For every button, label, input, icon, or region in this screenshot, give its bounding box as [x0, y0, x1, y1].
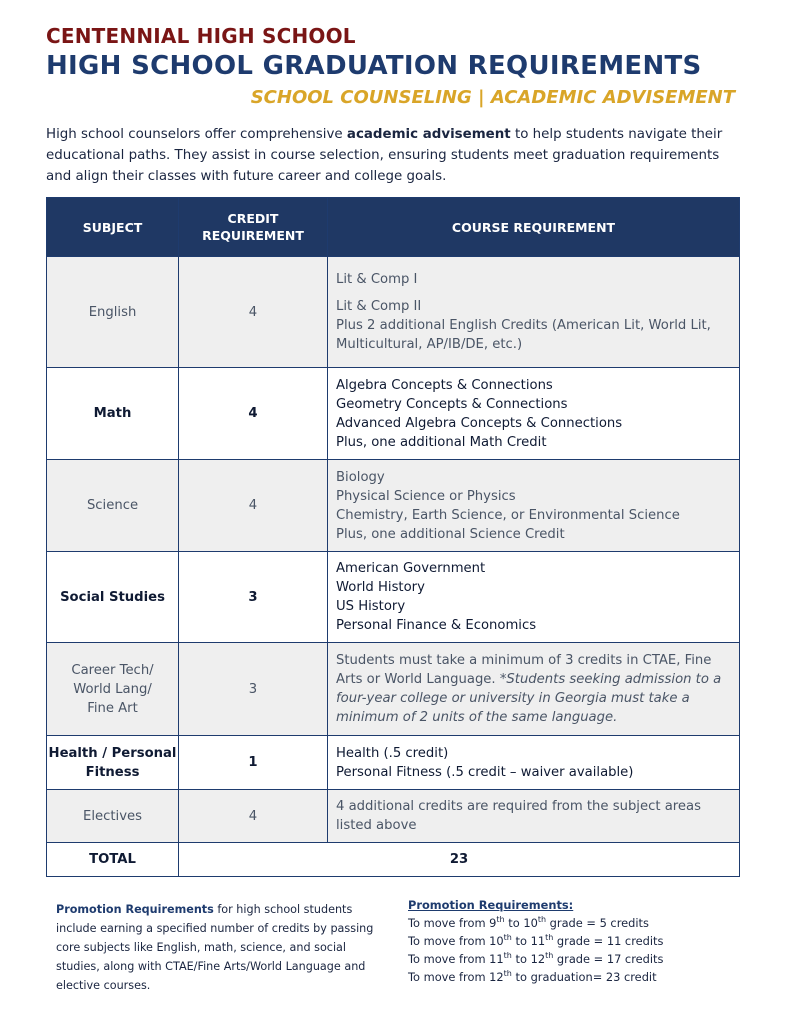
- subject-cell: Science: [47, 460, 179, 552]
- course-cell: [328, 257, 740, 368]
- course-line: 4 additional credits are required from the subject areas listed above: [336, 799, 701, 833]
- course-line: Plus, one additional Math Credit: [336, 434, 547, 450]
- step-text: To move from 10: [408, 934, 504, 948]
- course-cell: [328, 460, 740, 552]
- credit-cell: 4: [179, 790, 328, 843]
- promotion-text: for high school students include earning a specified number of credits by passing core subjects like English, math, science, and social studies, along with CTAE/Fine Arts/World Language and elective courses.: [56, 903, 374, 992]
- table-row-math: [47, 368, 740, 460]
- step-text: to 10: [504, 916, 538, 930]
- subject-cell: Career Tech/ World Lang/ Fine Art: [47, 643, 179, 736]
- course-line: Plus 2 additional English Credits (American Lit, World Lit, Multicultural, AP/IB/DE, etc.): [336, 318, 711, 352]
- course-cell: [328, 643, 740, 736]
- step-sup: th: [496, 915, 505, 925]
- intro-bold: academic advisement: [346, 127, 511, 142]
- course-line: Students must take a minimum of 3 credits in CTAE, Fine Arts or World Language.: [336, 653, 712, 687]
- step-text: To move from 9: [408, 916, 497, 930]
- step-text: grade = 5 credits: [546, 916, 649, 930]
- course-line: Personal Fitness (.5 credit – waiver available): [336, 764, 634, 780]
- course-line: Algebra Concepts & Connections: [336, 377, 553, 393]
- intro-text-end: to help students navigate their educational paths. They assist in course selection, ensuring students meet graduation requirements and align their classes with future career and college goals.: [46, 127, 723, 184]
- promotion-steps: [408, 896, 738, 986]
- step-text: to 11: [511, 934, 546, 948]
- course-cell: [328, 552, 740, 643]
- course-cell: [328, 790, 740, 843]
- header-subject: SUBJECT: [47, 198, 179, 257]
- credit-cell: 4: [179, 368, 328, 460]
- header-course: COURSE REQUIREMENT: [328, 198, 740, 257]
- table-row-science: [47, 460, 740, 552]
- course-line: Geometry Concepts & Connections: [336, 396, 568, 412]
- subject-cell: English: [47, 257, 179, 368]
- credit-cell: 3: [179, 643, 328, 736]
- course-cell: [328, 368, 740, 460]
- intro-paragraph: [46, 124, 746, 187]
- course-line: Health (.5 credit): [336, 745, 449, 761]
- course-line-italic: *Students seeking admission to a four-year college or university in Georgia must take a minimum of 2 units of the same language.: [336, 672, 722, 725]
- table-row-total: [47, 843, 740, 877]
- table-row-electives: [47, 790, 740, 843]
- step-text: grade = 11 credits: [553, 934, 664, 948]
- course-line: Plus, one additional Science Credit: [336, 526, 565, 542]
- header-credit: CREDIT REQUIREMENT: [179, 198, 328, 257]
- course-line: World History: [336, 580, 425, 595]
- subject-cell: Social Studies: [47, 552, 179, 643]
- course-line: Physical Science or Physics: [336, 488, 516, 504]
- course-cell: [328, 736, 740, 790]
- promotion-step: [408, 968, 738, 986]
- promotion-step: [408, 932, 738, 950]
- step-sup: th: [537, 915, 547, 925]
- course-line: US History: [336, 599, 406, 614]
- course-line: Biology: [336, 469, 385, 485]
- credit-cell: 3: [179, 552, 328, 643]
- step-text: to graduation= 23 credit: [511, 970, 657, 984]
- credit-cell: 4: [179, 460, 328, 552]
- step-sup: th: [545, 933, 554, 943]
- step-text: to 12: [511, 952, 546, 966]
- page-title: HIGH SCHOOL GRADUATION REQUIREMENTS: [46, 51, 702, 81]
- promotion-heading: Promotion Requirements:: [408, 898, 574, 912]
- table-row-english: [47, 257, 740, 368]
- requirements-table: [46, 197, 740, 877]
- page-subtitle: SCHOOL COUNSELING | ACADEMIC ADVISEMENT: [250, 87, 735, 108]
- promotion-step: [408, 950, 738, 968]
- step-text: To move from 12: [408, 970, 504, 984]
- subject-cell: Electives: [47, 790, 179, 843]
- course-line: American Government: [336, 561, 486, 576]
- total-value: 23: [179, 843, 740, 877]
- table-row-health: [47, 736, 740, 790]
- table-header-row: [47, 198, 740, 257]
- intro-text-start: High school counselors offer comprehensive: [46, 127, 347, 142]
- total-label: TOTAL: [47, 843, 179, 877]
- promotion-bold: Promotion Requirements: [56, 903, 214, 916]
- step-sup: th: [503, 951, 512, 961]
- subject-cell: Health / Personal Fitness: [47, 736, 179, 790]
- step-text: grade = 17 credits: [553, 952, 664, 966]
- promotion-description: [56, 900, 376, 995]
- promotion-step: [408, 914, 738, 932]
- subject-cell: Math: [47, 368, 179, 460]
- table-row-social-studies: [47, 552, 740, 643]
- step-sup: th: [503, 933, 512, 943]
- course-line: Lit & Comp I: [336, 272, 418, 287]
- course-line: Advanced Algebra Concepts & Connections: [336, 415, 623, 431]
- step-text: To move from 11: [408, 952, 504, 966]
- credit-cell: 1: [179, 736, 328, 790]
- course-line: Personal Finance & Economics: [336, 618, 537, 633]
- credit-cell: 4: [179, 257, 328, 368]
- table-row-career-tech: [47, 643, 740, 736]
- course-line: Chemistry, Earth Science, or Environmental Science: [336, 507, 680, 523]
- course-line: Lit & Comp II: [336, 299, 422, 314]
- school-name: CENTENNIAL HIGH SCHOOL: [46, 24, 356, 48]
- step-sup: th: [503, 969, 512, 979]
- step-sup: th: [545, 951, 554, 961]
